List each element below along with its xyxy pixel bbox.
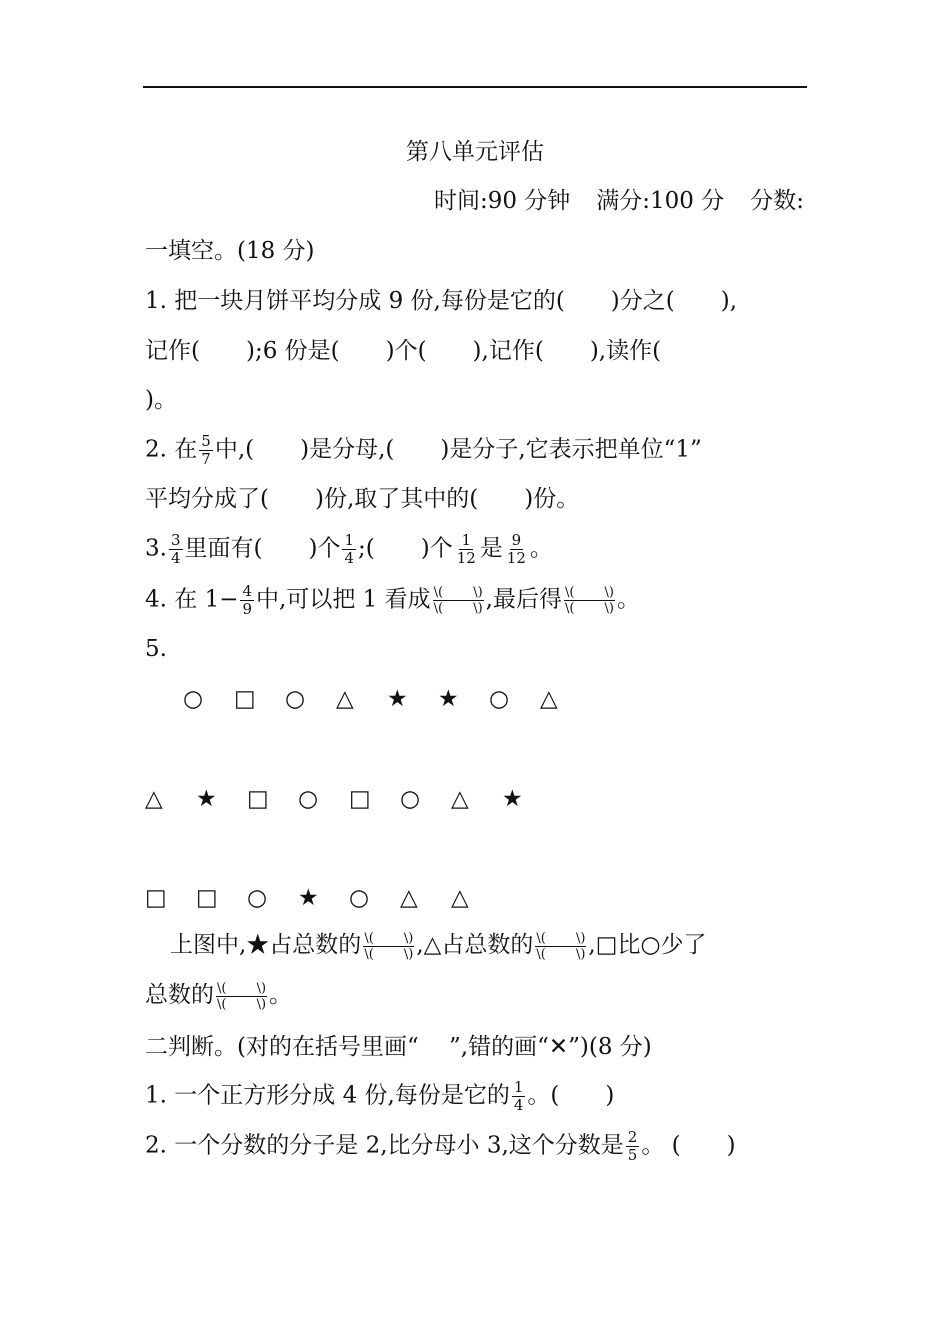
frac-den: 9 xyxy=(242,600,253,618)
top-rule xyxy=(143,86,807,88)
shape-symbol: □ xyxy=(145,885,167,911)
q3-pre: 3. xyxy=(145,535,167,562)
shape-row-2 xyxy=(145,784,553,814)
frac-num: 4 xyxy=(242,582,253,600)
q1-line2: 记作( );6 份是( )个( ),记作( ),读作( xyxy=(145,338,662,364)
fraction-1-12 xyxy=(455,532,478,567)
shape-symbol: □ xyxy=(234,686,256,712)
q4-mid2: ,最后得 xyxy=(485,586,562,613)
q2-post: 中,( )是分母,( )是分子,它表示把单位“1” xyxy=(214,436,702,463)
blank-num: \( \) xyxy=(433,585,483,600)
shape-symbol: ○ xyxy=(247,885,268,911)
blank-fraction[interactable] xyxy=(216,981,267,1012)
fraction-1-4 xyxy=(512,1079,526,1114)
shape-symbol: □ xyxy=(247,786,269,812)
q5-text-c: ,□比○少了 xyxy=(588,932,707,958)
blank-num: \( \) xyxy=(564,585,615,600)
full-score: 满分:100 分 xyxy=(596,188,725,214)
q5-label: 5. xyxy=(145,636,167,662)
frac-num: 3 xyxy=(170,531,181,549)
q5-line2-pre: 总数的 xyxy=(145,982,214,1008)
q2-pre: 2. 在 xyxy=(145,436,198,463)
blank-fraction[interactable] xyxy=(433,585,484,616)
judge-q2-pre: 2. 一个分数的分子是 2,比分母小 3,这个分数是 xyxy=(145,1132,624,1159)
q5-text-line2 xyxy=(145,980,292,1012)
fraction-2-5 xyxy=(626,1129,640,1164)
q5-text-b: ,△占总数的 xyxy=(416,932,534,958)
frac-den: 5 xyxy=(627,1146,638,1164)
q4-pre: 4. 在 1− xyxy=(145,586,239,613)
blank-num: \( \) xyxy=(217,980,267,996)
q4-end: 。 xyxy=(617,586,641,613)
shape-symbol: △ xyxy=(451,786,469,812)
shape-symbol: ○ xyxy=(349,885,370,911)
judge-q1-end: 。( ) xyxy=(527,1082,615,1109)
shape-symbol: ★ xyxy=(298,885,319,911)
fraction-5-7 xyxy=(199,433,213,468)
blank-den: \( \) xyxy=(564,601,615,616)
fraction-4-9 xyxy=(240,583,254,618)
shape-symbol: △ xyxy=(540,686,558,712)
shape-symbol: ○ xyxy=(489,686,510,712)
frac-den: 12 xyxy=(506,549,526,567)
shape-symbol: ○ xyxy=(400,786,421,812)
blank-fraction[interactable] xyxy=(564,585,615,616)
blank-num: \( \) xyxy=(364,930,414,946)
frac-den: 4 xyxy=(170,549,181,567)
blank-fraction[interactable] xyxy=(535,931,586,962)
blank-num: \( \) xyxy=(536,930,586,946)
shape-symbol: ★ xyxy=(438,686,459,712)
judge-q2-end: 。 ( ) xyxy=(641,1132,736,1159)
q1-line3: )。 xyxy=(145,387,177,413)
fraction-9-12 xyxy=(505,532,528,567)
score-field: 分数: xyxy=(750,188,804,214)
shape-symbol: ○ xyxy=(298,786,319,812)
q3-mid3: 是 xyxy=(479,535,503,562)
section1-heading: 一填空。(18 分) xyxy=(145,238,315,264)
fraction-3-4 xyxy=(169,532,183,567)
exam-meta xyxy=(434,186,804,216)
shape-symbol: △ xyxy=(145,786,163,812)
shape-symbol: ★ xyxy=(387,686,408,712)
shape-symbol: ○ xyxy=(183,686,204,712)
frac-den: 4 xyxy=(513,1096,524,1114)
q3-mid2: ;( )个 xyxy=(358,535,453,562)
shape-symbol: △ xyxy=(400,885,418,911)
shape-symbol: □ xyxy=(349,786,371,812)
q5-text-a: 上图中,★占总数的 xyxy=(170,932,362,958)
section2-heading: 二判断。(对的在括号里画“ ”,错的画“✕”)(8 分) xyxy=(145,1034,652,1060)
q1-line1: 1. 把一块月饼平均分成 9 份,每份是它的( )分之( ), xyxy=(145,288,738,314)
frac-num: 1 xyxy=(344,531,354,549)
blank-den: \( \) xyxy=(433,601,483,616)
frac-num: 2 xyxy=(627,1128,638,1146)
q5-text-line1 xyxy=(170,930,707,962)
blank-den: \( \) xyxy=(217,996,267,1012)
q5-line2-end: 。 xyxy=(269,982,293,1008)
q4-line xyxy=(145,583,640,618)
shape-symbol: △ xyxy=(336,686,354,712)
shape-symbol: △ xyxy=(451,885,469,911)
q2-line1 xyxy=(145,433,702,468)
frac-num: 5 xyxy=(201,432,211,450)
blank-den: \( \) xyxy=(364,946,414,962)
frac-den: 12 xyxy=(456,549,476,567)
blank-fraction[interactable] xyxy=(363,931,414,962)
fraction-1-4 xyxy=(342,532,356,567)
frac-num: 1 xyxy=(513,1078,524,1096)
page-title: 第八单元评估 xyxy=(406,139,544,165)
blank-den: \( \) xyxy=(536,946,586,962)
shape-row-1 xyxy=(183,684,591,714)
judge-q1 xyxy=(145,1079,614,1114)
shape-symbol: ○ xyxy=(285,686,306,712)
shape-symbol: ★ xyxy=(196,786,217,812)
frac-den: 7 xyxy=(201,450,211,468)
frac-num: 1 xyxy=(461,531,472,549)
q3-mid1: 里面有( )个 xyxy=(184,535,341,562)
q2-line2: 平均分成了( )份,取了其中的( )份。 xyxy=(145,486,580,512)
shape-symbol: ★ xyxy=(502,786,523,812)
q4-mid: 中,可以把 1 看成 xyxy=(256,586,431,613)
q3-line xyxy=(145,532,553,567)
judge-q2 xyxy=(145,1129,736,1164)
frac-num: 9 xyxy=(511,531,522,549)
time-limit: 时间:90 分钟 xyxy=(433,188,571,214)
shape-symbol: □ xyxy=(196,885,218,911)
frac-den: 4 xyxy=(344,549,354,567)
shape-row-3 xyxy=(145,883,502,913)
q3-end: 。 xyxy=(529,535,553,562)
judge-q1-pre: 1. 一个正方形分成 4 份,每份是它的 xyxy=(145,1082,510,1109)
